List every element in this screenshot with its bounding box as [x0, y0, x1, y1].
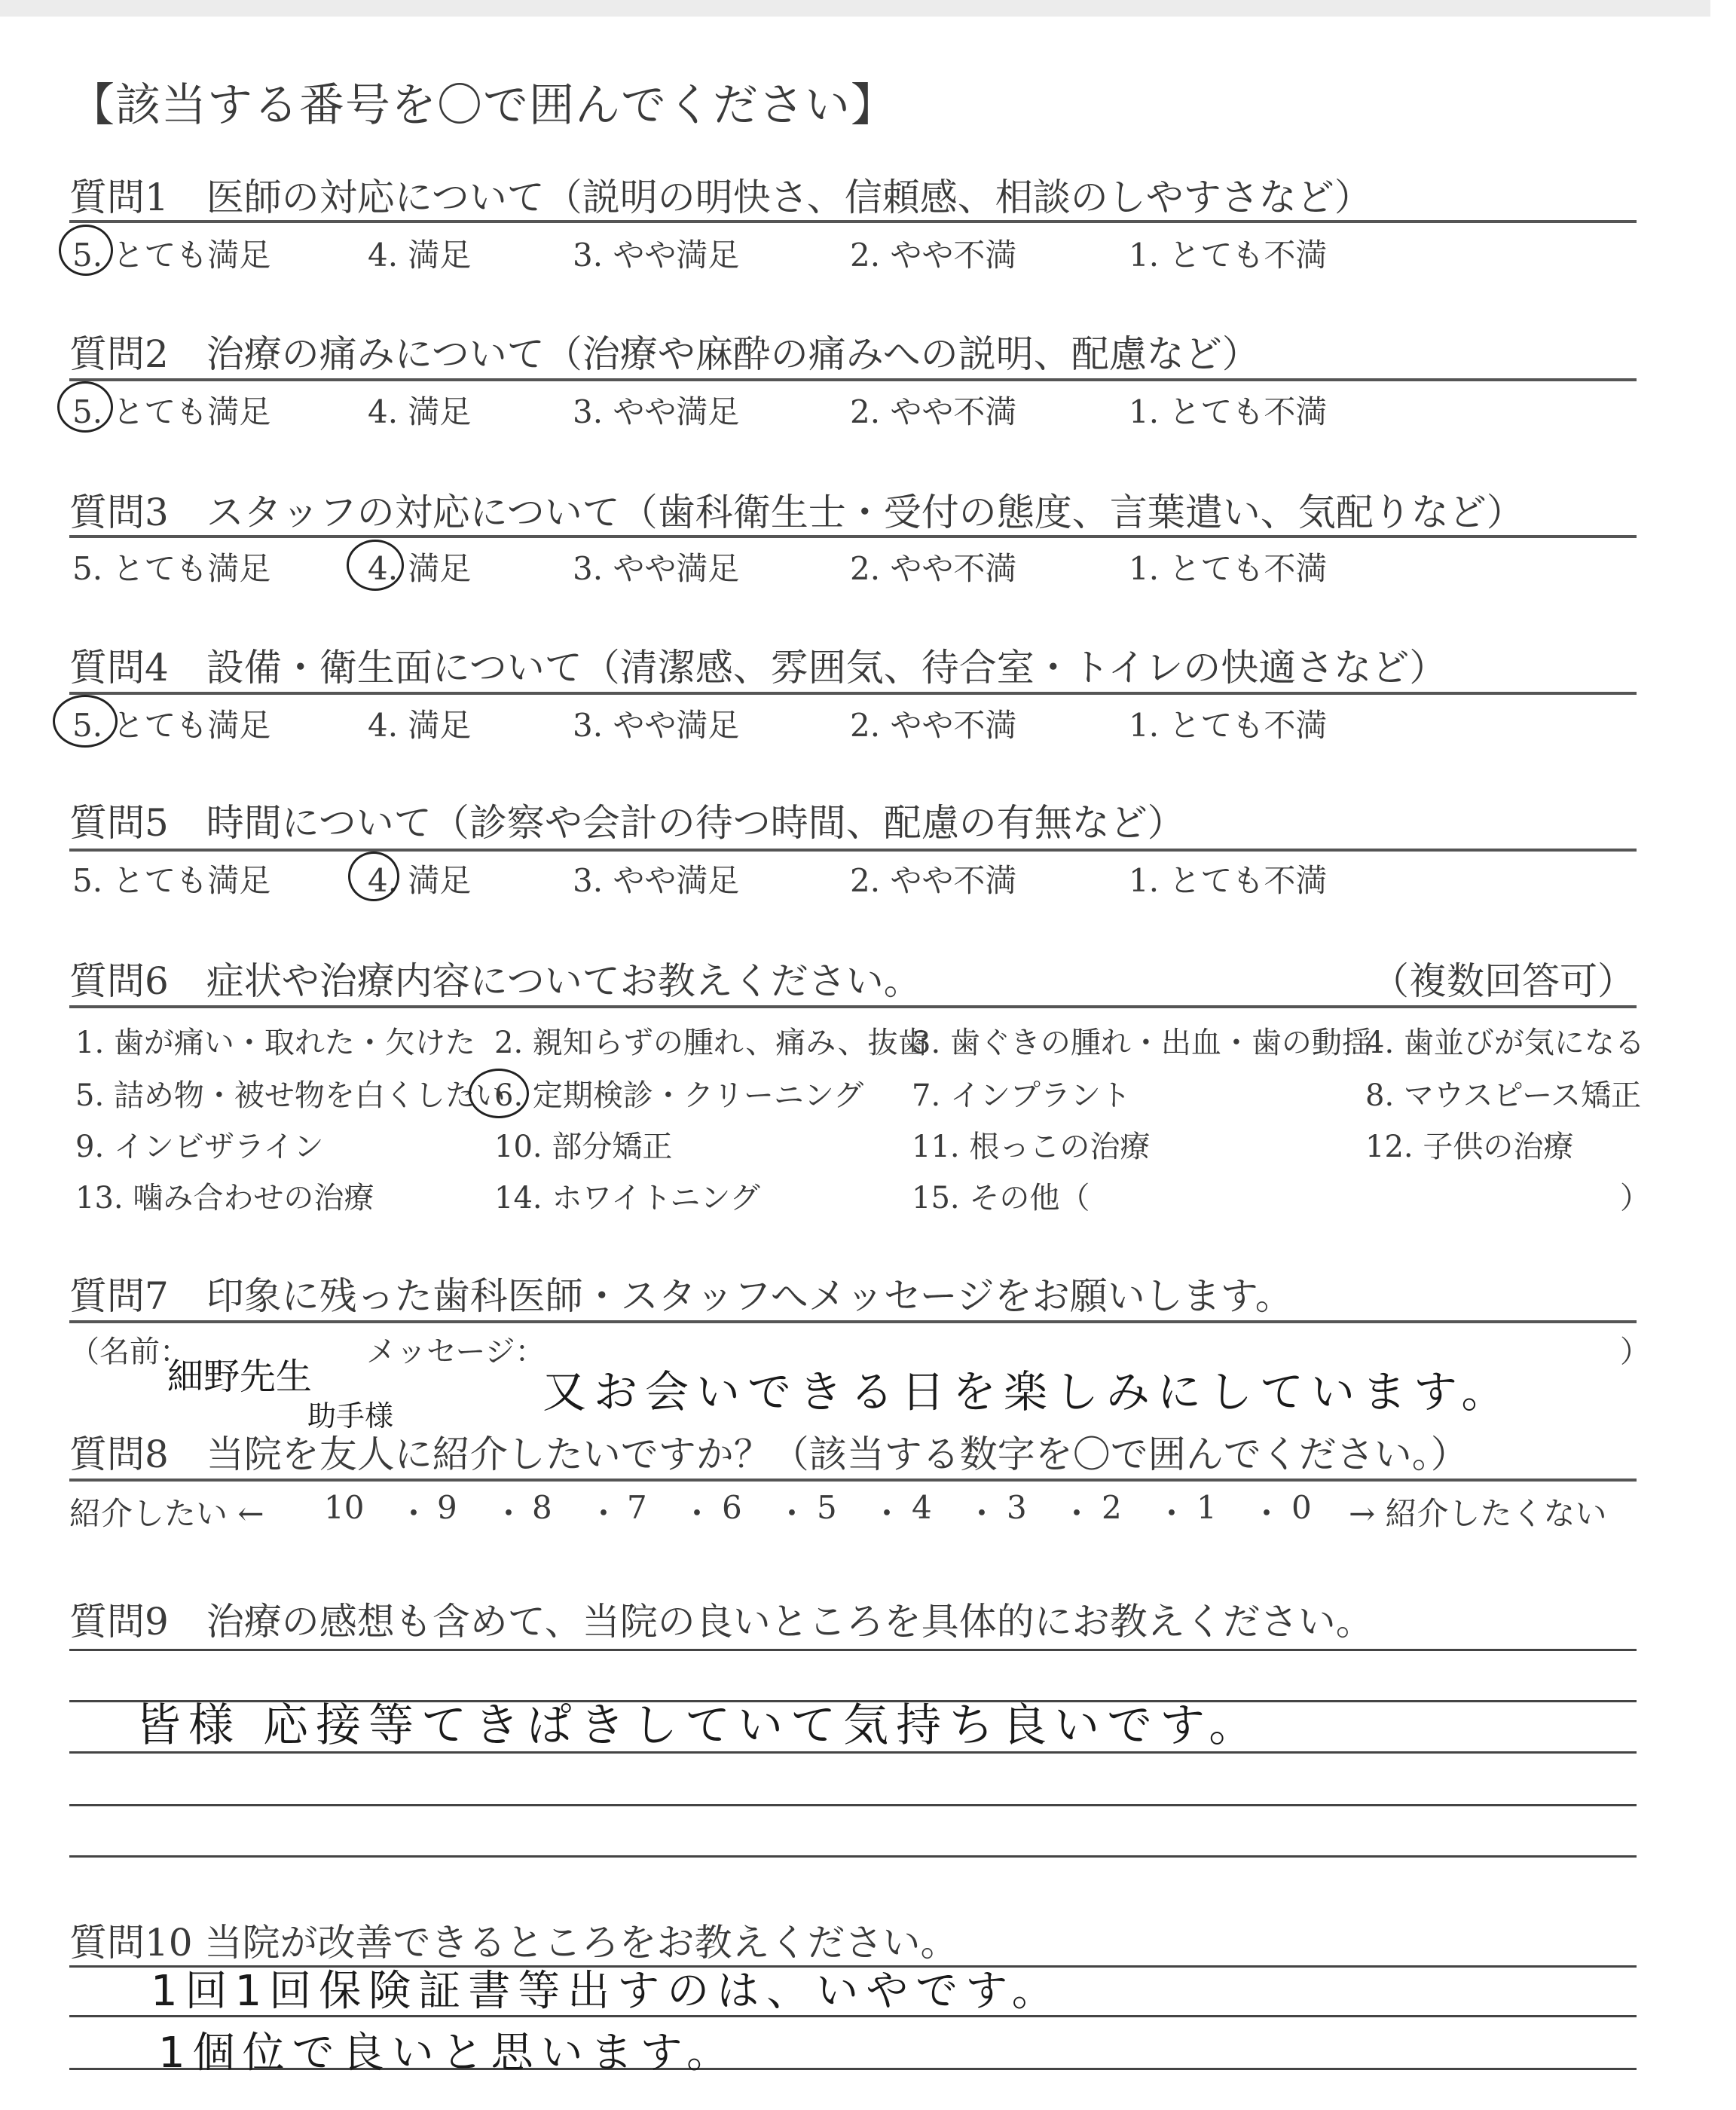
q4-option-2[interactable]: 2. やや不満 — [850, 707, 1017, 744]
q6-item-3[interactable]: 3. 歯ぐきの腫れ・出血・歯の動揺 — [912, 1026, 1372, 1060]
q2-option-2[interactable]: 2. やや不満 — [850, 393, 1017, 430]
q8-scale-6[interactable]: 6 — [722, 1489, 742, 1526]
q8-sep-4: ・ — [681, 1495, 714, 1532]
question-2-label: 質問2 治療の痛みについて（治療や麻酔の痛みへの説明、配慮など） — [69, 332, 1260, 376]
q4-option-4[interactable]: 4. 満足 — [368, 707, 472, 744]
q2-option-4[interactable]: 4. 満足 — [368, 393, 472, 430]
question-3-label: 質問3 スタッフの対応について（歯科衛生士・受付の態度、言葉遣い、気配りなど） — [69, 491, 1524, 534]
q8-sep-2: ・ — [493, 1495, 525, 1532]
q3-option-5[interactable]: 5. とても満足 — [72, 550, 271, 587]
q10-handwritten-line-1: 1回1回保険証書等出すのは、いやです。 — [151, 1967, 1062, 2016]
q6-item-12[interactable]: 12. 子供の治療 — [1365, 1130, 1574, 1164]
q1-option-1[interactable]: 1. とても不満 — [1129, 237, 1328, 274]
q8-sep-9: ・ — [1156, 1495, 1188, 1532]
q4-option-3[interactable]: 3. やや満足 — [573, 707, 740, 744]
q6-item-14[interactable]: 14. ホワイトニング — [494, 1181, 760, 1216]
q3-option-1[interactable]: 1. とても不満 — [1129, 550, 1328, 587]
q4-option-1[interactable]: 1. とても不満 — [1129, 707, 1328, 744]
q5-option-1[interactable]: 1. とても不満 — [1129, 862, 1328, 899]
q8-scale-9[interactable]: 9 — [437, 1489, 457, 1526]
q6-item-15[interactable]: 15. その他（ — [912, 1181, 1090, 1216]
q10-handwritten-line-2: 1個位で良いと思います。 — [158, 2029, 737, 2078]
q5-option-4[interactable]: 4. 満足 — [368, 862, 472, 899]
q6-item-2[interactable]: 2. 親知らずの腫れ、痛み、抜歯 — [494, 1026, 928, 1060]
q3-selection-circle — [347, 540, 404, 591]
q8-scale-7[interactable]: 7 — [627, 1489, 647, 1526]
question-4-rule — [69, 692, 1637, 695]
q8-scale-2[interactable]: 2 — [1102, 1489, 1122, 1526]
q6-item-9[interactable]: 9. インビザライン — [75, 1130, 324, 1164]
q2-option-1[interactable]: 1. とても不満 — [1129, 393, 1328, 430]
q9-line-5 — [69, 1855, 1637, 1858]
q8-left-label: 紹介したい ← — [69, 1495, 264, 1532]
q8-scale-4[interactable]: 4 — [912, 1489, 932, 1526]
q6-item-10[interactable]: 10. 部分矯正 — [494, 1130, 673, 1164]
question-5-rule — [69, 849, 1637, 852]
q8-sep-6: ・ — [871, 1495, 903, 1532]
q6-item-8[interactable]: 8. マウスピース矯正 — [1365, 1078, 1642, 1113]
q3-option-3[interactable]: 3. やや満足 — [573, 550, 740, 587]
q7-handwritten-message: 又お会いできる日を楽しみにしています。 — [542, 1366, 1513, 1417]
q8-scale-1[interactable]: 1 — [1197, 1489, 1217, 1526]
q5-option-2[interactable]: 2. やや不満 — [850, 862, 1017, 899]
page-title: 【該当する番号を〇で囲んでください】 — [69, 79, 897, 132]
q6-item-5[interactable]: 5. 詰め物・被せ物を白くしたい — [75, 1078, 506, 1113]
q8-sep-10: ・ — [1251, 1495, 1283, 1532]
q6-selection-circle — [469, 1069, 529, 1118]
q3-option-4[interactable]: 4. 満足 — [368, 550, 472, 587]
q9-line-4 — [69, 1804, 1637, 1806]
question-5-label: 質問5 時間について（診察や会計の待つ時間、配慮の有無など） — [69, 801, 1185, 845]
question-8-rule — [69, 1479, 1637, 1482]
q2-option-3[interactable]: 3. やや満足 — [573, 393, 740, 430]
q8-scale-8[interactable]: 8 — [532, 1489, 552, 1526]
q2-option-5[interactable]: 5. とても満足 — [72, 393, 271, 430]
question-6-note: （複数回答可） — [1371, 959, 1635, 1003]
q8-sep-8: ・ — [1061, 1495, 1093, 1532]
question-3-rule — [69, 535, 1637, 538]
question-2-rule — [69, 378, 1637, 381]
question-7-label: 質問7 印象に残った歯科医師・スタッフへメッセージをお願いします。 — [69, 1274, 1293, 1318]
q6-item-7[interactable]: 7. インプラント — [912, 1078, 1131, 1113]
question-6-rule — [69, 1005, 1637, 1008]
q1-option-3[interactable]: 3. やや満足 — [573, 237, 740, 274]
q4-selection-circle — [53, 695, 118, 748]
q5-option-5[interactable]: 5. とても満足 — [72, 862, 271, 899]
scan-top-edge — [0, 0, 1710, 17]
q8-right-label: → 紹介したくない — [1349, 1495, 1607, 1532]
question-7-rule — [69, 1320, 1637, 1323]
q7-handwritten-assistant: 助手様 — [307, 1399, 394, 1433]
q8-scale-3[interactable]: 3 — [1007, 1489, 1027, 1526]
question-1-rule — [69, 220, 1637, 223]
q8-scale-0[interactable]: 0 — [1291, 1489, 1312, 1526]
q6-other-close-paren: ） — [1620, 1181, 1650, 1216]
q1-selection-circle — [59, 225, 113, 276]
q6-item-13[interactable]: 13. 噛み合わせの治療 — [75, 1181, 374, 1216]
q2-selection-circle — [57, 381, 113, 433]
question-6-label: 質問6 症状や治療内容についてお教えください。 — [69, 959, 921, 1003]
question-4-label: 質問4 設備・衛生面について（清潔感、雰囲気、待合室・トイレの快適さなど） — [69, 646, 1447, 690]
q9-handwritten-answer: 皆様 応接等てきぱきしていて気持ち良いです。 — [136, 1699, 1262, 1752]
q7-message-label: メッセージ： — [366, 1335, 546, 1369]
question-10-label: 質問10 当院が改善できるところをお教えください。 — [69, 1921, 958, 1965]
q7-handwritten-name: 細野先生 — [167, 1356, 313, 1398]
question-8-label: 質問8 当院を友人に紹介したいですか？（該当する数字を〇で囲んでください。） — [69, 1433, 1469, 1476]
q9-line-1 — [69, 1649, 1637, 1651]
q5-selection-circle — [348, 852, 399, 901]
q1-option-2[interactable]: 2. やや不満 — [850, 237, 1017, 274]
q8-scale-10[interactable]: 10 — [324, 1489, 365, 1526]
q8-sep-5: ・ — [776, 1495, 808, 1532]
q7-close-paren: ） — [1620, 1335, 1650, 1369]
q8-scale-5[interactable]: 5 — [817, 1489, 837, 1526]
q1-option-4[interactable]: 4. 満足 — [368, 237, 472, 274]
q5-option-3[interactable]: 3. やや満足 — [573, 862, 740, 899]
q8-sep-3: ・ — [588, 1495, 620, 1532]
q8-sep-1: ・ — [398, 1495, 430, 1532]
q6-item-6[interactable]: 6. 定期検診・クリーニング — [494, 1078, 864, 1113]
q6-item-4[interactable]: 4. 歯並びが気になる — [1365, 1026, 1645, 1060]
q3-option-2[interactable]: 2. やや不満 — [850, 550, 1017, 587]
question-1-label: 質問1 医師の対応について（説明の明快さ、信頼感、相談のしやすさなど） — [69, 176, 1372, 219]
q6-item-1[interactable]: 1. 歯が痛い・取れた・欠けた — [75, 1026, 475, 1060]
q7-name-label: （名前： — [69, 1335, 190, 1369]
q6-item-11[interactable]: 11. 根っこの治療 — [912, 1130, 1151, 1164]
question-9-label: 質問9 治療の感想も含めて、当院の良いところを具体的にお教えください。 — [69, 1600, 1374, 1644]
q8-sep-7: ・ — [966, 1495, 998, 1532]
q1-option-5[interactable]: 5. とても満足 — [72, 237, 271, 274]
q4-option-5[interactable]: 5. とても満足 — [72, 707, 271, 744]
